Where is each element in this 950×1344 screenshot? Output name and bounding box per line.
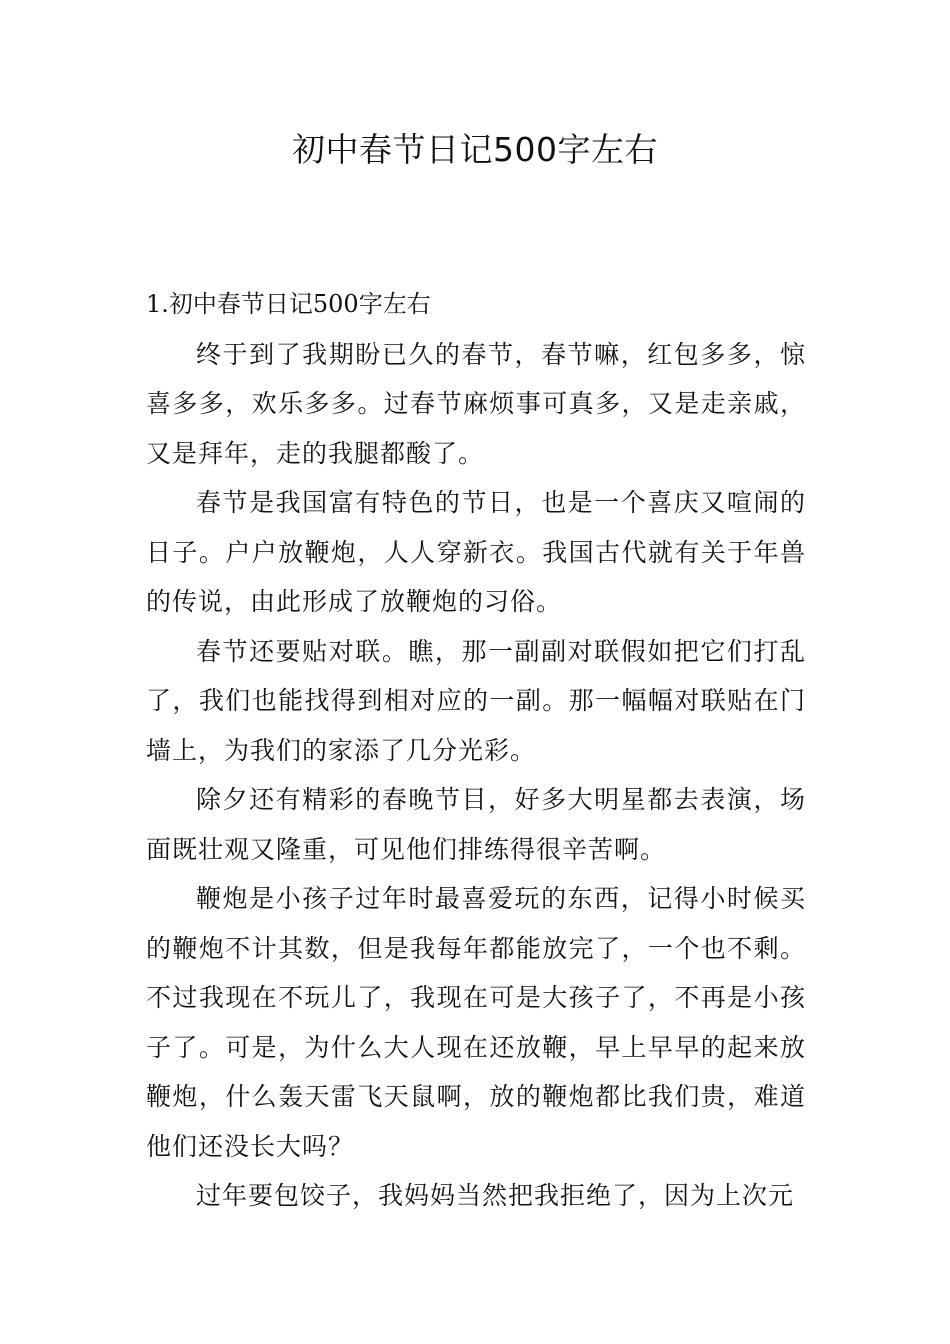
paragraph-arrival-of-spring-festival: 终于到了我期盼已久的春节，春节嘛，红包多多，惊喜多多，欢乐多多。过春节麻烦事可真多，又是走亲戚，又是拜年，走的我腿都酸了。 bbox=[146, 339, 806, 468]
document-body bbox=[146, 280, 806, 1221]
paragraph-dumplings: 过年要包饺子，我妈妈当然把我拒绝了，因为上次元 bbox=[196, 1181, 795, 1210]
paragraph-couplets: 春节还要贴对联。瞧，那一副副对联假如把它们打乱了，我们也能找得到相对应的一副。那一幅幅对联贴在门墙上，为我们的家添了几分光彩。 bbox=[146, 636, 806, 765]
paragraph-spring-gala: 除夕还有精彩的春晚节目，好多大明星都去表演，场面既壮观又隆重，可见他们排练得很辛苦啊。 bbox=[146, 785, 806, 864]
document-title: 初中春节日记500字左右 bbox=[292, 130, 658, 169]
section-heading: 1.初中春节日记500字左右 bbox=[146, 290, 431, 318]
paragraph-firecrackers: 鞭炮是小孩子过年时最喜爱玩的东西，记得小时候买的鞭炮不计其数，但是我每年都能放完了，一个也不剩。不过我现在不玩儿了，我现在可是大孩子了，不再是小孩子了。可是，为什么大人现在还放鞭，早上早早的起来放鞭炮，什么轰天雷飞天鼠啊，放的鞭炮都比我们贵，难道他们还没长大吗？ bbox=[146, 884, 806, 1161]
paragraph-festival-customs: 春节是我国富有特色的节日，也是一个喜庆又喧闹的日子。户户放鞭炮，人人穿新衣。我国古代就有关于年兽的传说，由此形成了放鞭炮的习俗。 bbox=[146, 488, 806, 616]
